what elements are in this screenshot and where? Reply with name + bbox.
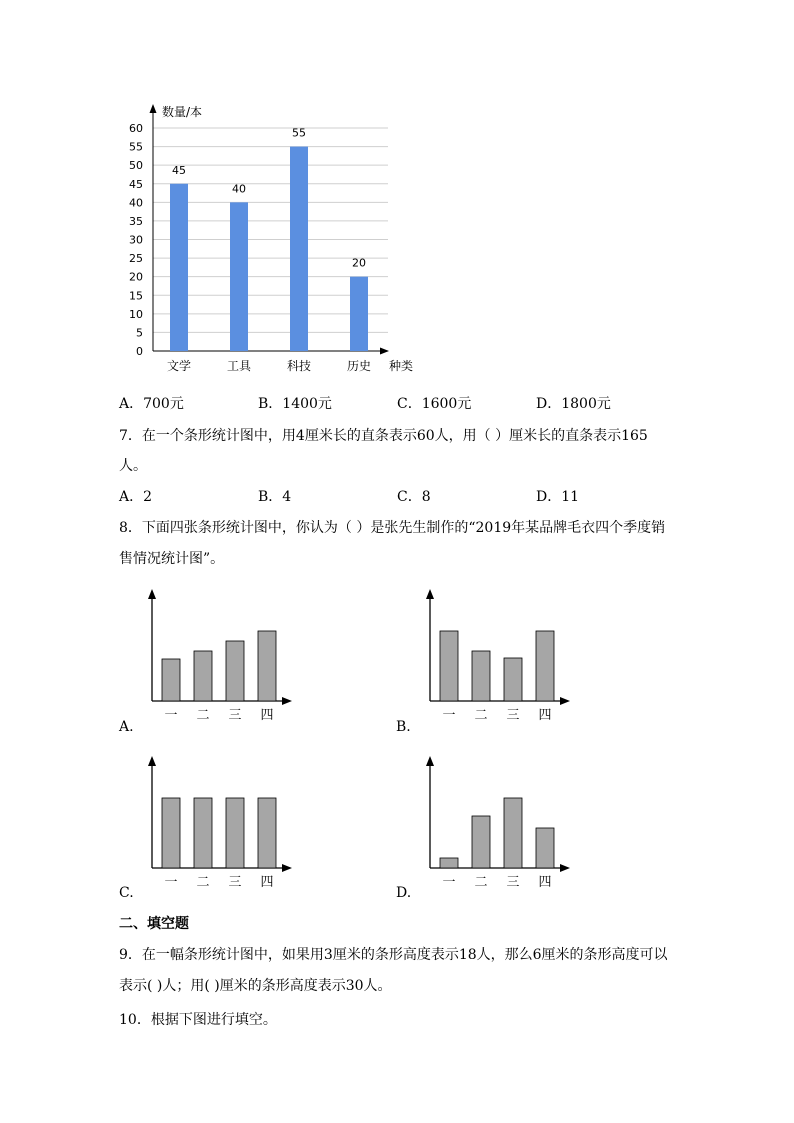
quarter-label: 四 bbox=[260, 708, 274, 723]
quarter-label: 三 bbox=[228, 875, 242, 890]
quarter-label: 二 bbox=[474, 875, 488, 890]
quarter-label: 四 bbox=[260, 875, 274, 890]
y-tick-label: 20 bbox=[129, 270, 143, 284]
bar-文学 bbox=[170, 184, 188, 351]
bar-quarter-三 bbox=[226, 798, 244, 868]
quarter-label: 一 bbox=[442, 875, 456, 890]
x-axis-arrow bbox=[560, 864, 570, 872]
bar-工具 bbox=[230, 202, 248, 351]
y-tick-label: 55 bbox=[129, 140, 143, 154]
option-b-bar-chart bbox=[418, 585, 578, 725]
book-quantity-bar-chart bbox=[118, 98, 428, 378]
bar-quarter-一 bbox=[162, 798, 180, 868]
y-tick-label: 50 bbox=[129, 159, 143, 173]
option-b-label: B. bbox=[396, 719, 411, 735]
q7-text-line2: 人。 bbox=[119, 458, 147, 474]
bar-quarter-四 bbox=[258, 631, 276, 701]
x-category-label: 历史 bbox=[346, 359, 372, 373]
bar-quarter-三 bbox=[226, 641, 244, 701]
x-axis-title: 种类 bbox=[388, 359, 414, 373]
y-axis-arrow bbox=[426, 756, 434, 766]
option-c-bar-chart bbox=[140, 752, 300, 892]
quarter-label: 一 bbox=[164, 875, 178, 890]
x-axis-arrow bbox=[282, 864, 292, 872]
bar-quarter-一 bbox=[440, 858, 458, 868]
q7-option-a: A．2 bbox=[119, 489, 153, 505]
y-axis-arrow bbox=[148, 756, 156, 766]
bar-科技 bbox=[290, 147, 308, 351]
quarter-label: 三 bbox=[506, 708, 520, 723]
x-category-label: 科技 bbox=[286, 359, 312, 373]
bar-quarter-二 bbox=[194, 798, 212, 868]
bar-quarter-二 bbox=[472, 651, 490, 701]
q6-option-b: B．1400元 bbox=[258, 396, 332, 412]
bar-quarter-三 bbox=[504, 658, 522, 701]
option-d-bar-chart bbox=[418, 752, 578, 892]
y-tick-label: 60 bbox=[129, 122, 143, 135]
option-c-label: C. bbox=[119, 885, 134, 901]
q8-text-line2: 售情况统计图”。 bbox=[119, 551, 225, 567]
bar-quarter-二 bbox=[472, 816, 490, 868]
section-title-fill-in: 二、填空题 bbox=[119, 916, 189, 932]
q7-text-line1: 7．在一个条形统计图中，用4厘米长的直条表示60人，用（ ）厘米长的直条表示165 bbox=[119, 428, 648, 444]
y-axis-arrow bbox=[148, 589, 156, 599]
quarter-label: 三 bbox=[506, 875, 520, 890]
quarter-label: 二 bbox=[196, 708, 210, 723]
q7-option-c: C．8 bbox=[397, 489, 431, 505]
bar-历史 bbox=[350, 277, 368, 351]
y-tick-label: 30 bbox=[129, 233, 143, 247]
q9-text-line1: 9．在一幅条形统计图中，如果用3厘米的条形高度表示18人，那么6厘米的条形高度可以 bbox=[119, 947, 668, 963]
y-axis-arrow bbox=[426, 589, 434, 599]
q6-option-d: D．1800元 bbox=[536, 396, 611, 412]
bar-quarter-四 bbox=[536, 828, 554, 868]
quarter-label: 一 bbox=[164, 708, 178, 723]
bar-quarter-四 bbox=[536, 631, 554, 701]
option-a-bar-chart bbox=[140, 585, 300, 725]
q6-option-a: A．700元 bbox=[119, 396, 184, 412]
quarter-label: 四 bbox=[538, 708, 552, 723]
q10-text: 10．根据下图进行填空。 bbox=[119, 1012, 277, 1028]
y-tick-label: 45 bbox=[129, 177, 143, 191]
y-axis-arrow bbox=[150, 104, 157, 113]
y-tick-label: 15 bbox=[129, 289, 143, 303]
y-tick-label: 0 bbox=[136, 345, 143, 358]
quarter-label: 二 bbox=[474, 708, 488, 723]
bar-quarter-二 bbox=[194, 651, 212, 701]
x-axis-arrow bbox=[282, 697, 292, 705]
bar-value-label: 20 bbox=[352, 256, 366, 270]
bar-quarter-一 bbox=[162, 659, 180, 701]
q8-text-line1: 8．下面四张条形统计图中，你认为（ ）是张先生制作的“2019年某品牌毛衣四个季度销 bbox=[119, 520, 666, 536]
bar-quarter-四 bbox=[258, 798, 276, 868]
x-category-label: 文学 bbox=[166, 359, 192, 373]
quarter-label: 三 bbox=[228, 708, 242, 723]
y-tick-label: 35 bbox=[129, 214, 143, 228]
bar-quarter-三 bbox=[504, 798, 522, 868]
bar-value-label: 45 bbox=[172, 163, 186, 177]
x-axis-arrow bbox=[380, 348, 389, 355]
q6-option-c: C．1600元 bbox=[397, 396, 472, 412]
x-axis-arrow bbox=[560, 697, 570, 705]
y-tick-label: 10 bbox=[129, 307, 143, 321]
option-a-label: A. bbox=[119, 719, 134, 735]
y-tick-label: 5 bbox=[136, 326, 143, 340]
option-d-label: D. bbox=[396, 885, 412, 901]
bar-quarter-一 bbox=[440, 631, 458, 701]
y-tick-label: 40 bbox=[129, 196, 143, 210]
q7-option-d: D．11 bbox=[536, 489, 580, 505]
bar-value-label: 55 bbox=[292, 126, 306, 140]
quarter-label: 一 bbox=[442, 708, 456, 723]
quarter-label: 二 bbox=[196, 875, 210, 890]
q9-text-line2: 表示( )人；用( )厘米的条形高度表示30人。 bbox=[119, 978, 392, 994]
bar-value-label: 40 bbox=[232, 182, 246, 196]
quarter-label: 四 bbox=[538, 875, 552, 890]
y-axis-title: 数量/本 bbox=[162, 105, 203, 119]
x-category-label: 工具 bbox=[226, 359, 252, 373]
y-tick-label: 25 bbox=[129, 252, 143, 266]
q7-option-b: B．4 bbox=[258, 489, 292, 505]
